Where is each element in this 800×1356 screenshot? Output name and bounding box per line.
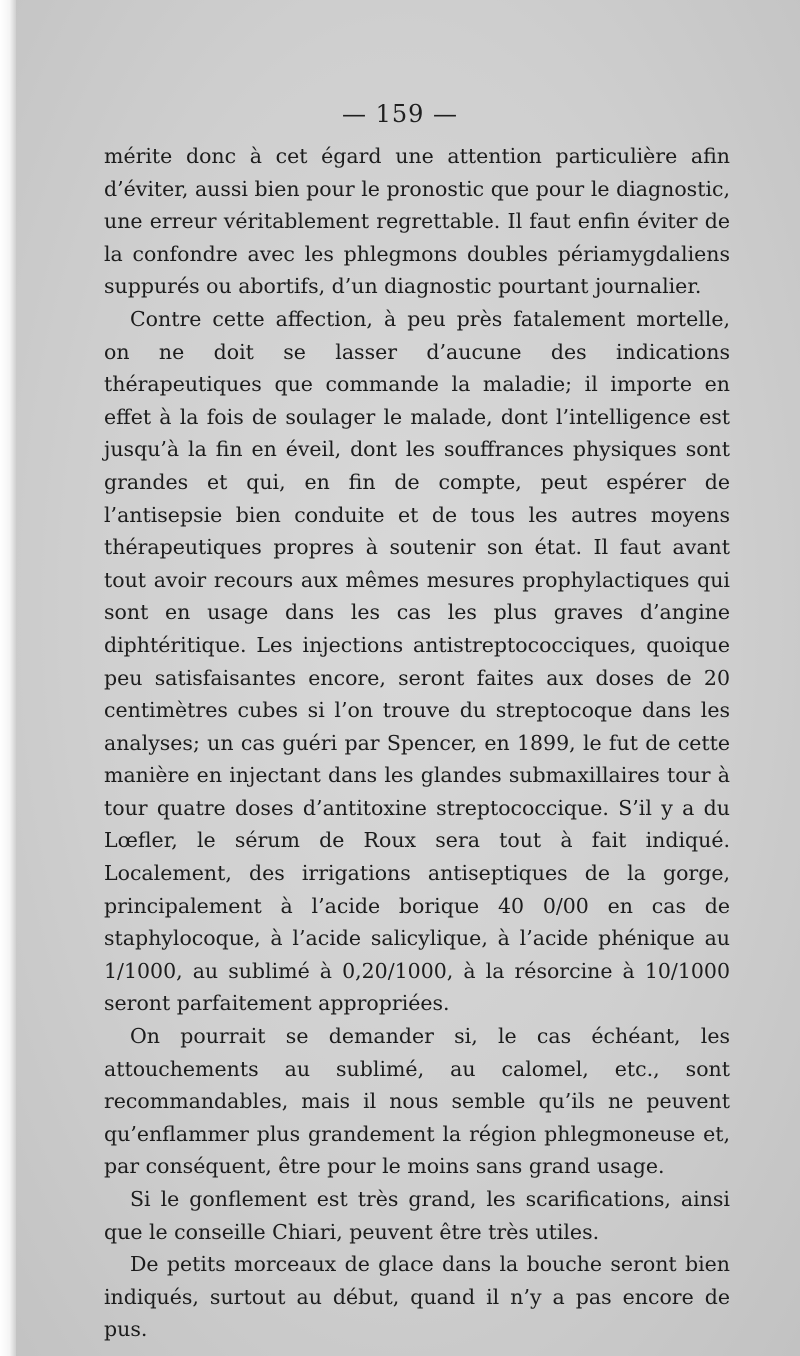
paragraph-2: Contre cette affection, à peu près fatalement mortelle, on ne doit se lasser d’aucune des indications thérapeutiques que commande la maladie; il importe en effet à la fois de soulager le malade, dont l’intelligence est jusqu’à la fin en éveil, dont les souffrances physiques sont grandes et qui, en fin de compte, peut espérer de l’antisepsie bien conduite et de tous les autres moyens thérapeutiques propres à soutenir son état. Il faut avant tout avoir recours aux mêmes mesures prophylactiques qui sont en usage dans les cas les plus graves d’angine diphtéritique. Les injections antistreptococciques, quoique peu satisfaisantes encore, seront faites aux doses de 20 centimètres cubes si l’on trouve du streptocoque dans les analyses; un cas guéri par Spencer, en 1899, le fut de cette manière en injectant dans les glandes submaxillaires tour à tour quatre doses d’antitoxine streptococcique. S’il y a du Lœfler, le sérum de Roux sera tout à fait indiqué. Localement, des irrigations antiseptiques de la gorge, principalement à l’acide borique 40 0/00 en cas de staphylocoque, à l’acide salicylique, à l’acide phénique au 1/1000, au sublimé à 0,20/1000, à la résorcine à 10/1000 seront parfaitement appropriées. <box>104 306 730 1016</box>
page-edge <box>0 0 16 1356</box>
page-number: — 159 — <box>341 100 459 128</box>
paragraph-5: De petits morceaux de glace dans la bouche seront bien indiqués, surtout au début, quand il n’y a pas encore de pus. <box>104 1252 730 1342</box>
body-text <box>104 140 730 1346</box>
paragraph-4: Si le gonflement est très grand, les scarifications, ainsi que le conseille Chiari, peuvent être très utiles. <box>104 1187 730 1244</box>
paragraph-3: On pourrait se demander si, le cas échéant, les attouchements au sublimé, au calomel, etc., sont recommandables, mais il nous semble qu’ils ne peuvent qu’enflammer plus grandement la région phlegmoneuse et, par conséquent, être pour le moins sans grand usage. <box>104 1024 730 1179</box>
paragraph-1: mérite donc à cet égard une attention particulière afin d’éviter, aussi bien pour le pronostic que pour le diagnostic, une erreur véritablement regrettable. Il faut enfin éviter de la confondre avec les phlegmons doubles périamygdaliens suppurés ou abortifs, d’un diagnostic pourtant journalier. <box>104 144 730 299</box>
